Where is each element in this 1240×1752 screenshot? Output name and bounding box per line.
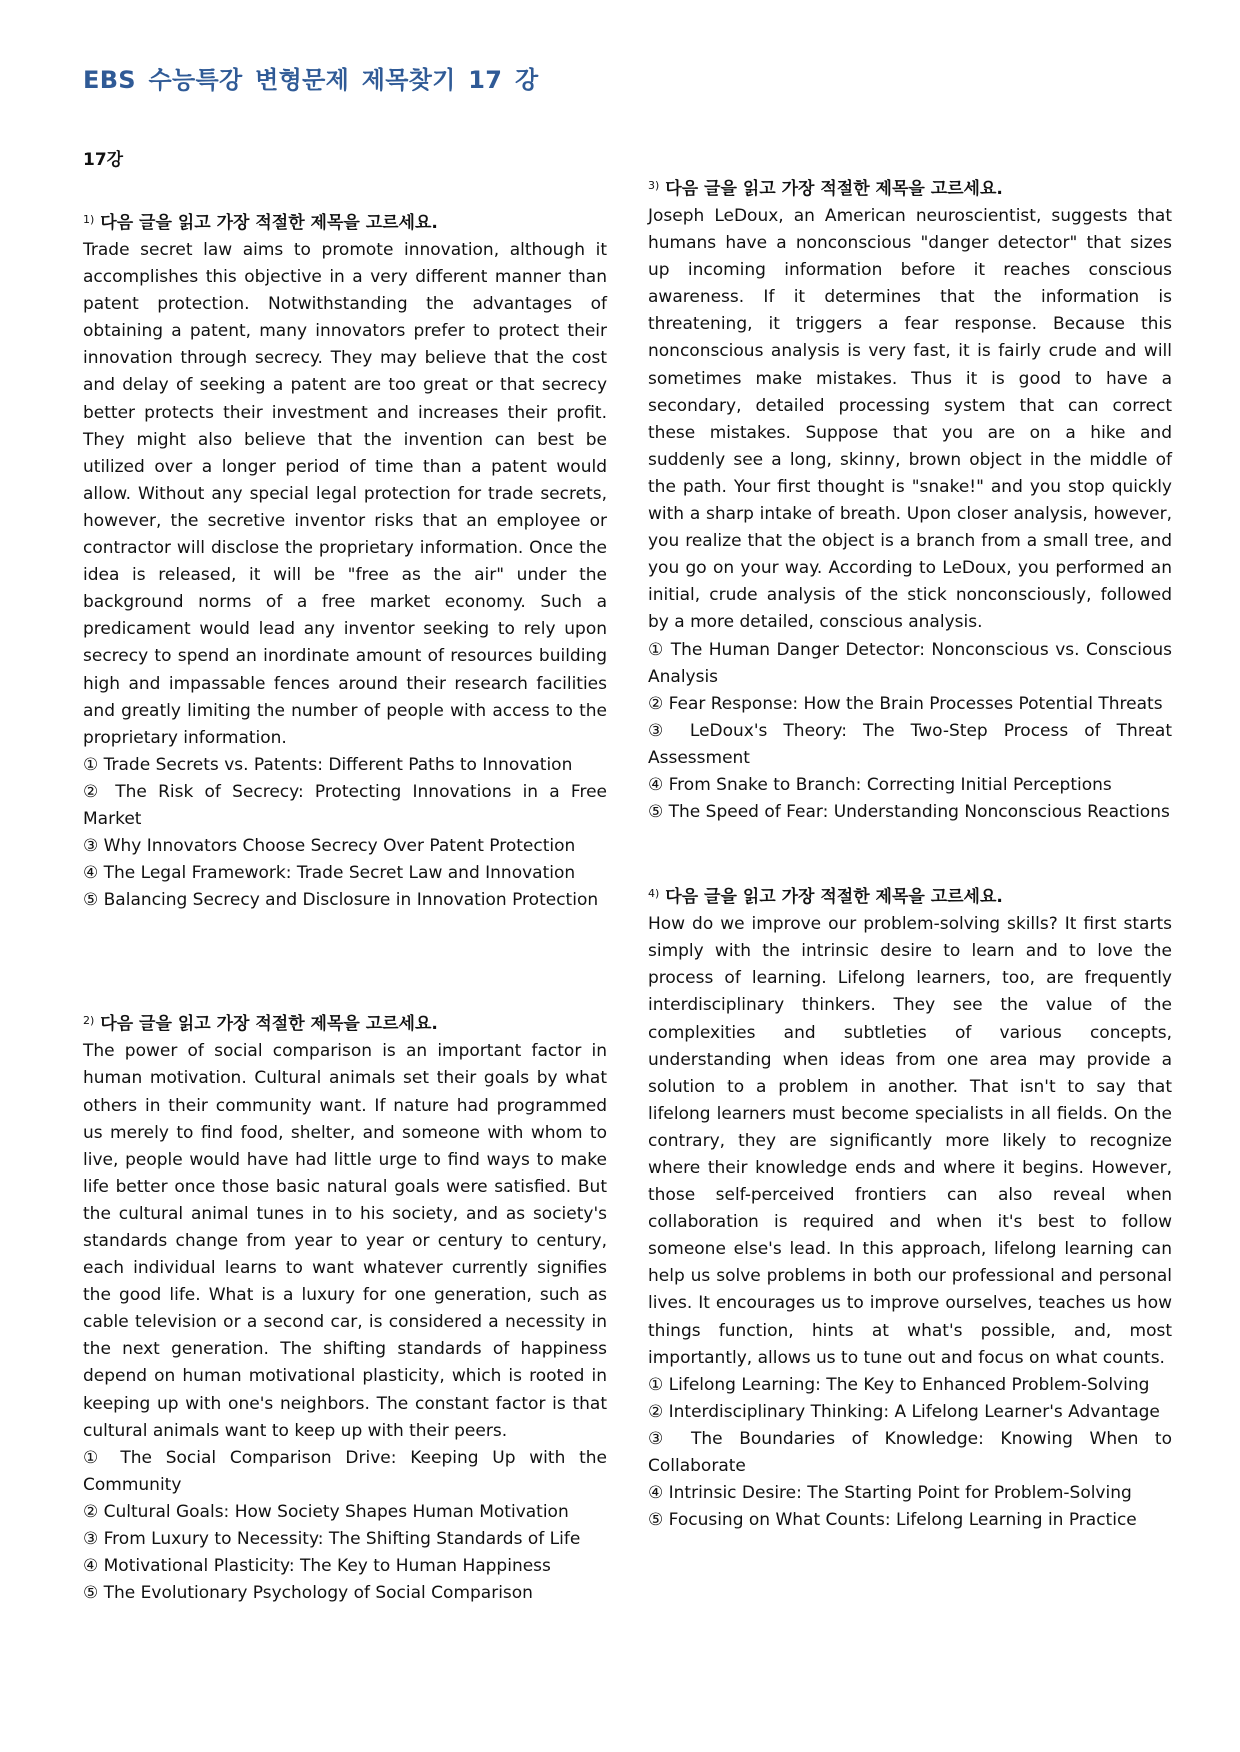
right-column xyxy=(648,172,1172,1534)
question-passage: Joseph LeDoux, an American neuroscientist, suggests that humans have a nonconscious "danger detector" that sizes up incoming information before it reaches conscious awareness. If it determines that the information is threatening, it triggers a fear response. Because this nonconscious analysis is very fast, it is fairly crude and will sometimes make mistakes. Thus it is good to have a secondary, detailed processing system that can correct these mistakes. Suppose that you are on a hike and suddenly see a long, skinny, brown object in the middle of the path. Your first thought is "snake!" and you stop quickly with a sharp intake of breath. Upon closer analysis, however, you realize that the object is a branch from a small tree, and you go on your way. According to LeDoux, you performed an initial, crude analysis of the stick nonconsciously, followed by a more detailed, conscious analysis. xyxy=(648,206,1172,633)
option-2[interactable]: ② The Risk of Secrecy: Protecting Innovations in a Free Market xyxy=(83,781,607,829)
option-2[interactable]: ② Cultural Goals: How Society Shapes Human Motivation xyxy=(83,1501,569,1522)
option-1[interactable]: ① The Human Danger Detector: Nonconscious vs. Conscious Analysis xyxy=(648,639,1172,687)
question-number: 2) xyxy=(83,1014,95,1028)
question-number: 1) xyxy=(83,213,95,226)
question-heading xyxy=(83,1007,607,1038)
question-instruction: 다음 글을 읽고 가장 적절한 제목을 고르세요. xyxy=(665,179,1003,199)
option-3[interactable]: ③ From Luxury to Necessity: The Shifting Standards of Life xyxy=(83,1529,581,1550)
question-1 xyxy=(83,206,607,914)
question-number: 3) xyxy=(648,179,660,192)
question-passage: How do we improve our problem-solving skills? It first starts simply with the intrinsic desire to learn and to love the process of learning. Lifelong learners, too, are frequently interdisciplinary thinkers. They see the value of the complexities and subtleties of various concepts, understanding when ideas from one area may provide a solution to a problem in another. That isn't to say that lifelong learners must become specialists in all fields. On the contrary, they are significantly more likely to recognize where their knowledge ends and where it begins. However, those self-perceived frontiers can also reveal when collaboration is required and when it's best to follow someone else's lead. In this approach, lifelong learning can help us solve problems in both our professional and personal lives. It encourages us to improve ourselves, teaches us how things function, hints at what's possible, and, most importantly, allows us to tune out and focus on what counts. xyxy=(648,914,1172,1368)
option-3[interactable]: ③ LeDoux's Theory: The Two-Step Process of Threat Assessment xyxy=(648,720,1172,768)
question-passage: The power of social comparison is an important factor in human motivation. Cultural animals set their goals by what others in their community want. If nature had programmed us merely to find food, shelter, and someone with whom to live, people would have had little urge to find ways to make life better once those basic natural goals were satisfied. But the cultural animal tunes in to his society, and as society's standards change from year to year or century to century, each individual learns to want whatever currently signifies the good life. What is a luxury for one generation, such as cable television or a second car, is considered a necessity in the next generation. The shifting standards of happiness depend on human motivational plasticity, which is rooted in keeping up with one's neighbors. The constant factor is that cultural animals want to keep up with their peers. xyxy=(83,1041,607,1441)
option-1[interactable]: ① Lifelong Learning: The Key to Enhanced Problem-Solving xyxy=(648,1374,1150,1395)
option-2[interactable]: ② Interdisciplinary Thinking: A Lifelong Learner's Advantage xyxy=(648,1401,1160,1422)
option-1[interactable]: ① Trade Secrets vs. Patents: Different Paths to Innovation xyxy=(83,754,573,775)
option-4[interactable]: ④ The Legal Framework: Trade Secret Law and Innovation xyxy=(83,863,576,884)
question-heading xyxy=(83,206,607,237)
left-column xyxy=(83,145,607,1607)
option-3[interactable]: ③ Why Innovators Choose Secrecy Over Patent Protection xyxy=(83,836,576,857)
lesson-label: 17강 xyxy=(83,150,124,170)
question-heading xyxy=(648,172,1172,203)
option-4[interactable]: ④ Motivational Plasticity: The Key to Human Happiness xyxy=(83,1556,551,1577)
option-1[interactable]: ① The Social Comparison Drive: Keeping Up with the Community xyxy=(83,1447,607,1495)
option-list xyxy=(83,1445,607,1608)
question-heading xyxy=(648,880,1172,911)
option-4[interactable]: ④ Intrinsic Desire: The Starting Point for Problem-Solving xyxy=(648,1483,1132,1504)
question-instruction: 다음 글을 읽고 가장 적절한 제목을 고르세요. xyxy=(100,213,438,233)
question-2 xyxy=(83,1007,607,1607)
option-3[interactable]: ③ The Boundaries of Knowledge: Knowing When to Collaborate xyxy=(648,1428,1172,1477)
question-number: 4) xyxy=(648,887,660,901)
question-3 xyxy=(648,172,1172,826)
option-5[interactable]: ⑤ The Evolutionary Psychology of Social Comparison xyxy=(83,1583,533,1604)
option-5[interactable]: ⑤ The Speed of Fear: Understanding Nonconscious Reactions xyxy=(648,802,1170,823)
question-instruction: 다음 글을 읽고 가장 적절한 제목을 고르세요. xyxy=(100,1014,438,1035)
option-list xyxy=(83,752,607,915)
option-4[interactable]: ④ From Snake to Branch: Correcting Initial Perceptions xyxy=(648,774,1112,795)
page-title: EBS 수능특강 변형문제 제목찾기 17 강 xyxy=(83,66,539,94)
question-4 xyxy=(648,880,1172,1534)
option-2[interactable]: ② Fear Response: How the Brain Processes Potential Threats xyxy=(648,693,1163,714)
question-passage: Trade secret law aims to promote innovation, although it accomplishes this objective in a very different manner than patent protection. Notwithstanding the advantages of obtaining a patent, many innovators prefer to protect their innovation through secrecy. They may believe that the cost and delay of seeking a patent are too great or that secrecy better protects their investment and increases their profit. They might also believe that the invention can best be utilized over a longer period of time than a patent would allow. Without any special legal protection for trade secrets, however, the secretive inventor risks that an employee or contractor will disclose the proprietary information. Once the idea is released, it will be "free as the air" under the background norms of a free market economy. Such a predicament would lead any inventor seeking to rely upon secrecy to spend an inordinate amount of resources building high and impassable fences around their research facilities and greatly limiting the number of people with access to the proprietary information. xyxy=(83,240,607,748)
option-5[interactable]: ⑤ Focusing on What Counts: Lifelong Learning in Practice xyxy=(648,1510,1137,1531)
question-instruction: 다음 글을 읽고 가장 적절한 제목을 고르세요. xyxy=(665,887,1003,908)
option-5[interactable]: ⑤ Balancing Secrecy and Disclosure in Innovation Protection xyxy=(83,890,599,911)
option-list xyxy=(648,637,1172,827)
option-list xyxy=(648,1372,1172,1535)
